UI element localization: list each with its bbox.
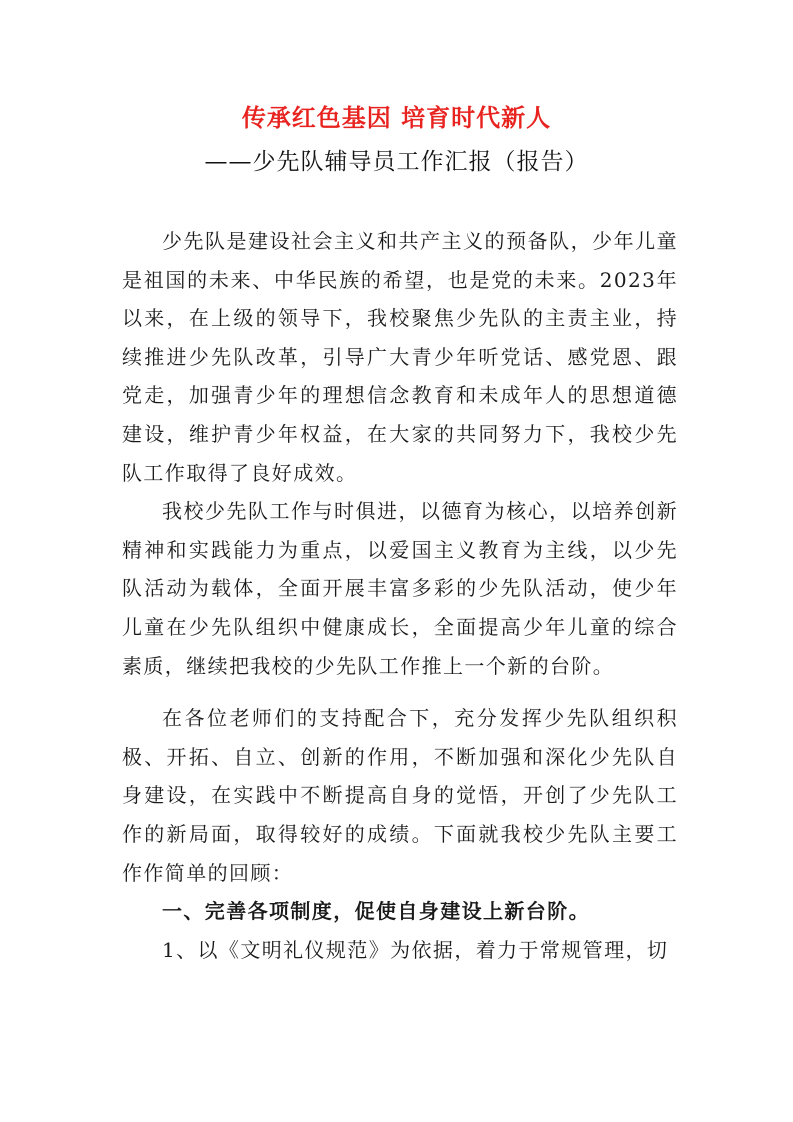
- document-subtitle: ——少先队辅导员工作汇报（报告）: [204, 149, 589, 175]
- list-item-1: 1、以《文明礼仪规范》为依据，着力于常规管理，切: [162, 937, 669, 962]
- paragraph-intro: 少先队是建设社会主义和共产主义的预备队，少年儿童是祖国的未来、中华民族的希望，也是党的未来。2023年以来，在上级的领导下，我校聚焦少先队的主责主业，持续推进少先队改革，引导广大青少年听党话、感党恩、跟党走，加强青少年的理想信念教育和未成年人的思想道德建设，维护青少年权益，在大家的共同努力下，我校少先队工作取得了良好成效。: [122, 229, 678, 485]
- document-body: [122, 222, 678, 969]
- paragraph-work-overview: 我校少先队工作与时俱进，以德育为核心，以培养创新精神和实践能力为重点，以爱国主义教育为主线，以少先队活动为载体，全面开展丰富多彩的少先队活动，使少年儿童在少先队组织中健康成长，全面提高少年儿童的综合素质，继续把我校的少先队工作推上一个新的台阶。: [122, 499, 678, 678]
- paragraph-review: 在各位老师们的支持配合下，充分发挥少先队组织积极、开拓、自立、创新的作用，不断加强和深化少先队自身建设，在实践中不断提高自身的觉悟，开创了少先队工作的新局面，取得较好的成绩。下面就我校少先队主要工作作简单的回顾：: [122, 706, 678, 885]
- section-heading-1: 一、完善各项制度，促使自身建设上新台阶。: [162, 899, 590, 924]
- document-title: 传承红色基因 培育时代新人: [241, 103, 552, 132]
